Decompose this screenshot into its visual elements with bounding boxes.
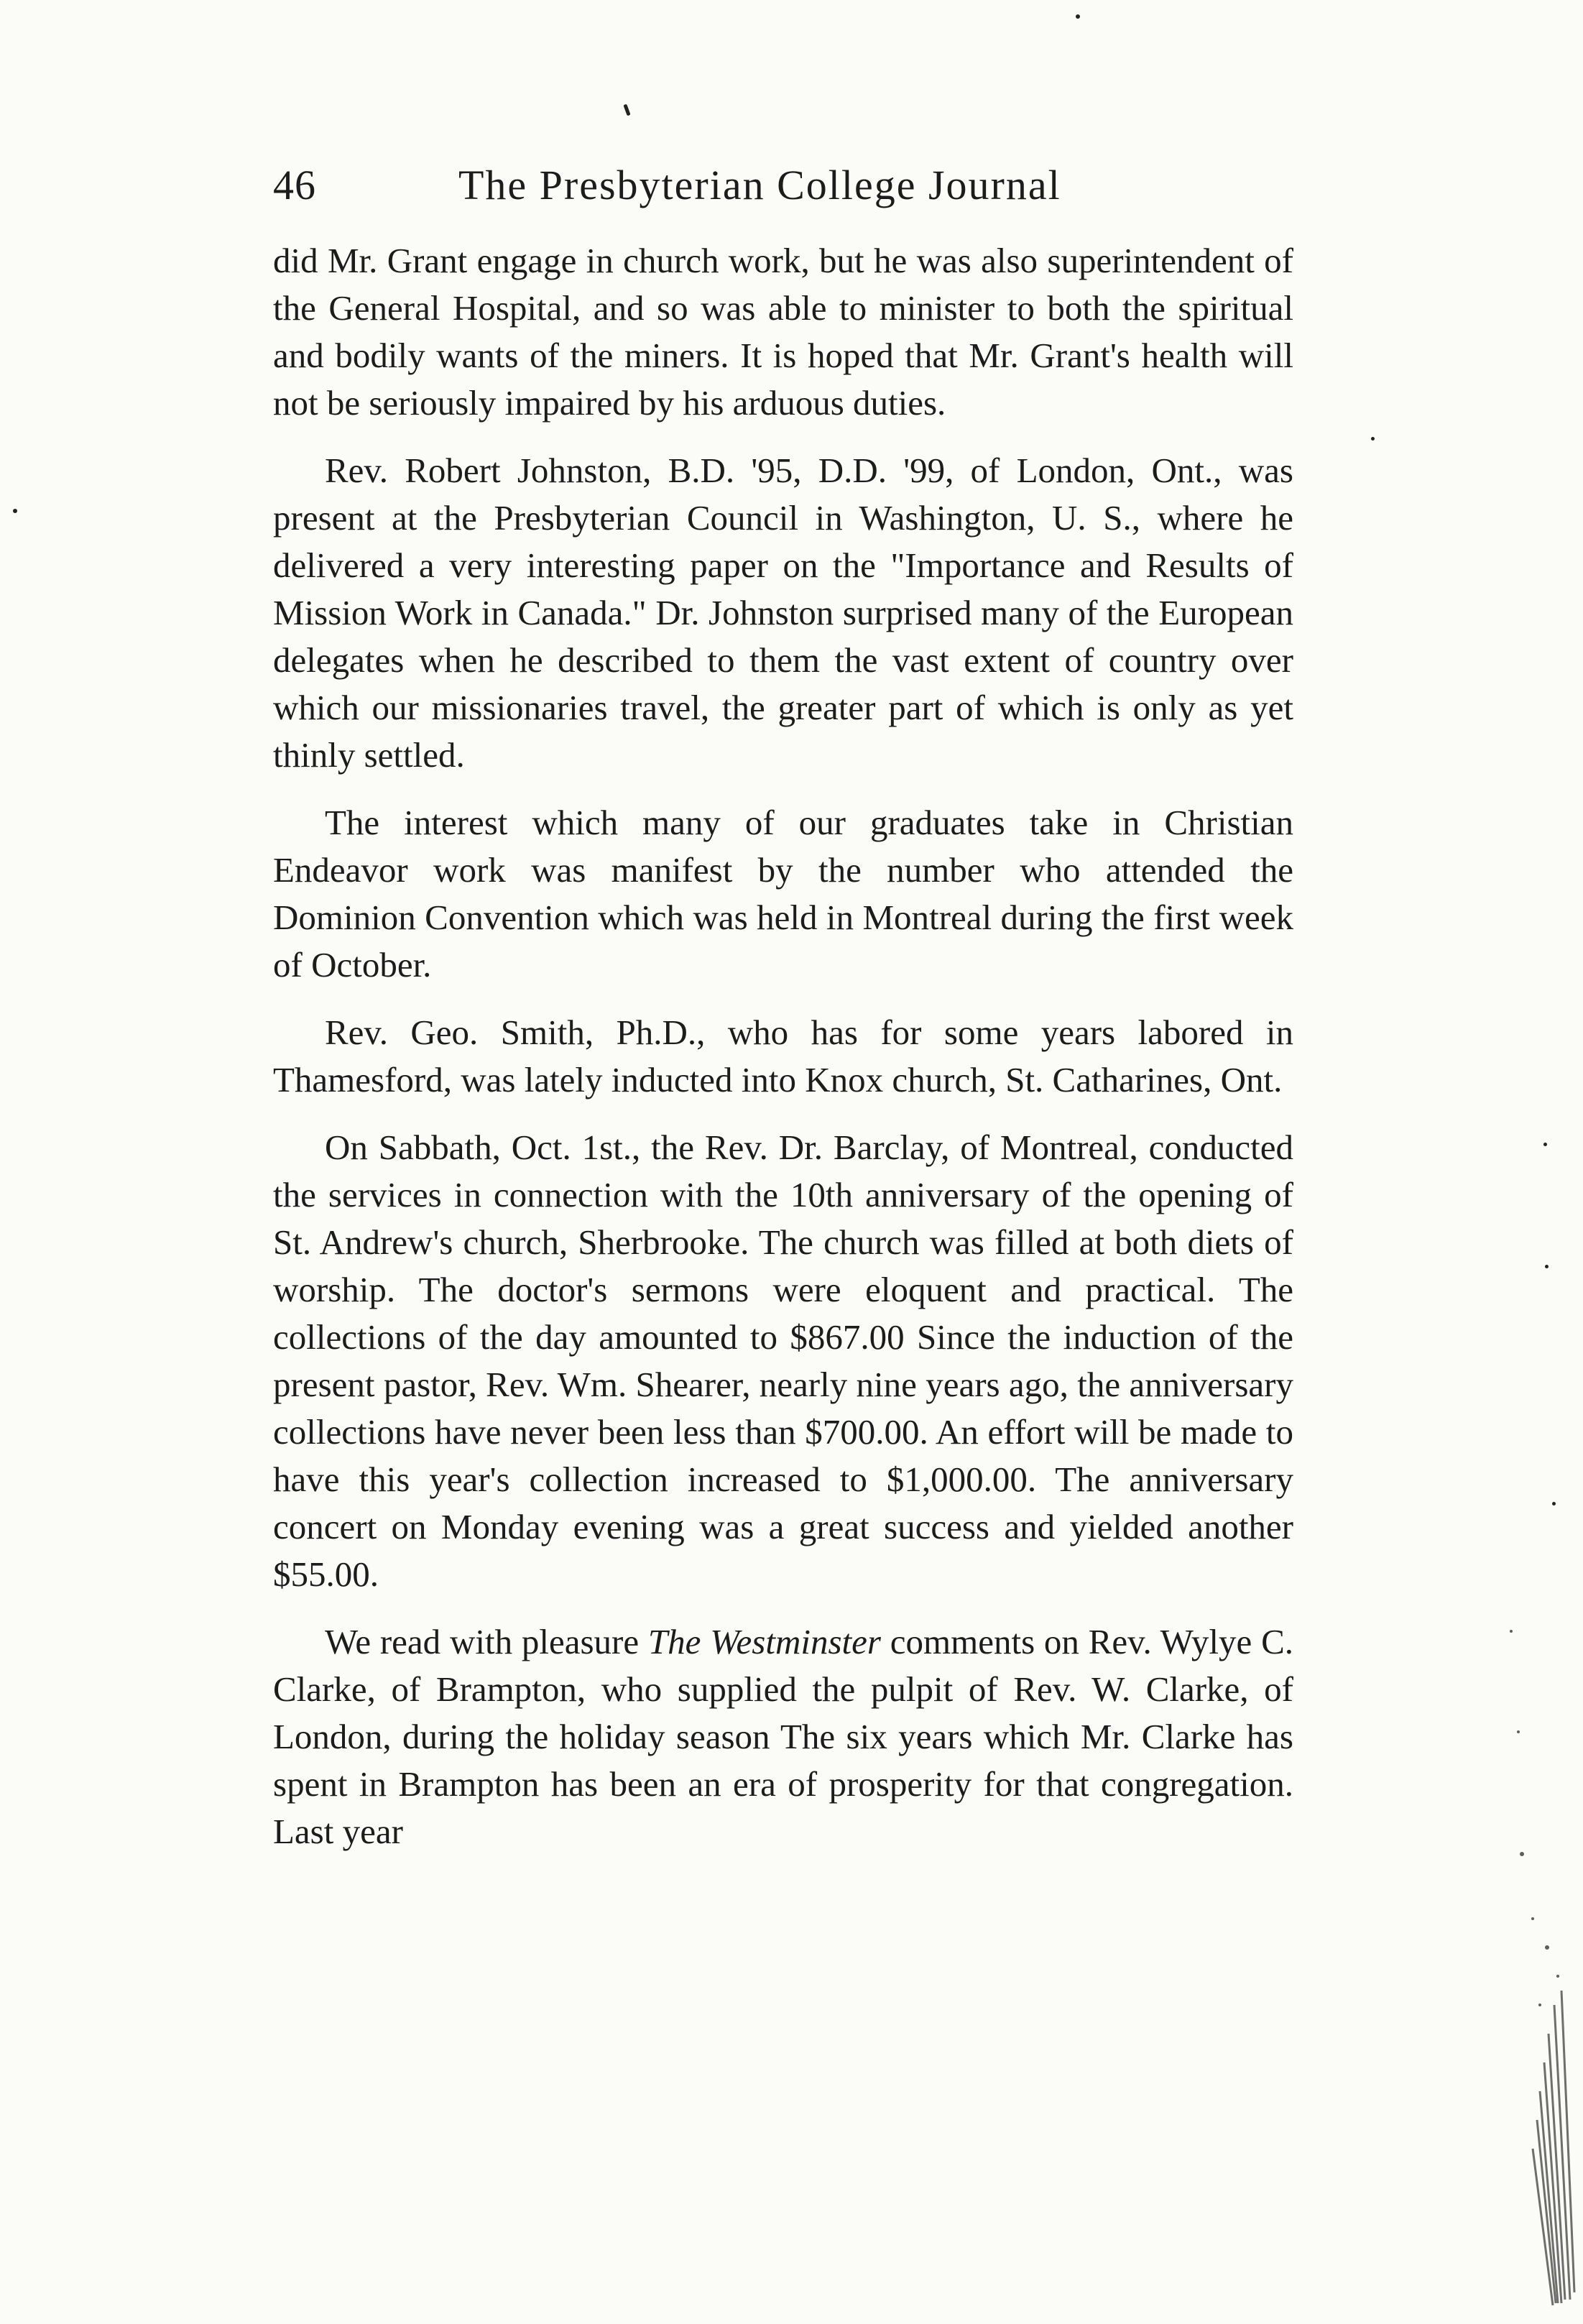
paragraph-westminster-rest: comments on Rev. Wylye C. Clarke, of Brampton, who supplied the pulpit of Rev. W. Clarke, of London, during the holiday season The six years which Mr. Clarke has spent in Brampton has been an era of prosperity for that congregation. Last year bbox=[273, 1622, 1294, 1851]
paragraph-westminster-lead: We read with pleasure bbox=[325, 1622, 648, 1661]
speck bbox=[1543, 1143, 1547, 1146]
scan-edge-artifact bbox=[1490, 1545, 1576, 2307]
speck bbox=[1552, 1502, 1556, 1505]
running-title: The Presbyterian College Journal bbox=[458, 162, 1061, 208]
paragraph-smith: Rev. Geo. Smith, Ph.D., who has for some years labored in Thamesford, was lately inducted into Knox church, St. Catharines, Ont. bbox=[273, 1013, 1293, 1099]
paragraph-sherbrooke: On Sabbath, Oct. 1st., the Rev. Dr. Barclay, of Montreal, conducted the services in connection with the 10th anniversary of the opening of St. Andrew's church, Sherbrooke. The church was filled at both diets of worship. The doctor's sermons were eloquent and practical. The collections of the day amounted to $867.00 Since the induction of the present pastor, Rev. Wm. Shearer, nearly nine years ago, the anniversary collections have never been less than $700.00. An effort will be made to have this year's collection increased to $1,000.00. The anniversary concert on Monday evening was a great success and yielded another $55.00. bbox=[273, 1128, 1293, 1594]
page-number: 46 bbox=[273, 162, 316, 208]
speck bbox=[1371, 437, 1375, 441]
paragraph-christian-endeavor: The interest which many of our graduates take in Christian Endeavor work was manifest by the number who attended the Dominion Convention which was held in Montreal during the first week of October. bbox=[273, 803, 1293, 985]
speck bbox=[13, 509, 17, 513]
paragraph-johnston: Rev. Robert Johnston, B.D. '95, D.D. '99, of London, Ont., was present at the Presbyterian Council in Washington, U. S., where he delivered a very interesting paper on the "Importance and Results of Mission Work in Canada." Dr. Johnston surprised many of the European delegates when he described to them the vast extent of country over which our missionaries travel, the greater part of which is only as yet thinly settled. bbox=[273, 451, 1293, 775]
paragraph-grant-continued: did Mr. Grant engage in church work, but he was also superintendent of the General Hospital, and so was able to minister to both the spiritual and bodily wants of the miners. It is hoped that Mr. Grant's health will not be seriously impaired by his arduous duties. bbox=[273, 241, 1293, 423]
publication-title: The Westminster bbox=[647, 1622, 881, 1661]
speck bbox=[623, 104, 630, 116]
speck bbox=[1076, 14, 1080, 19]
page-header bbox=[273, 157, 1135, 214]
speck bbox=[1545, 1265, 1549, 1268]
paragraph-westminster bbox=[273, 1618, 1293, 1855]
article-body bbox=[273, 237, 1293, 1855]
